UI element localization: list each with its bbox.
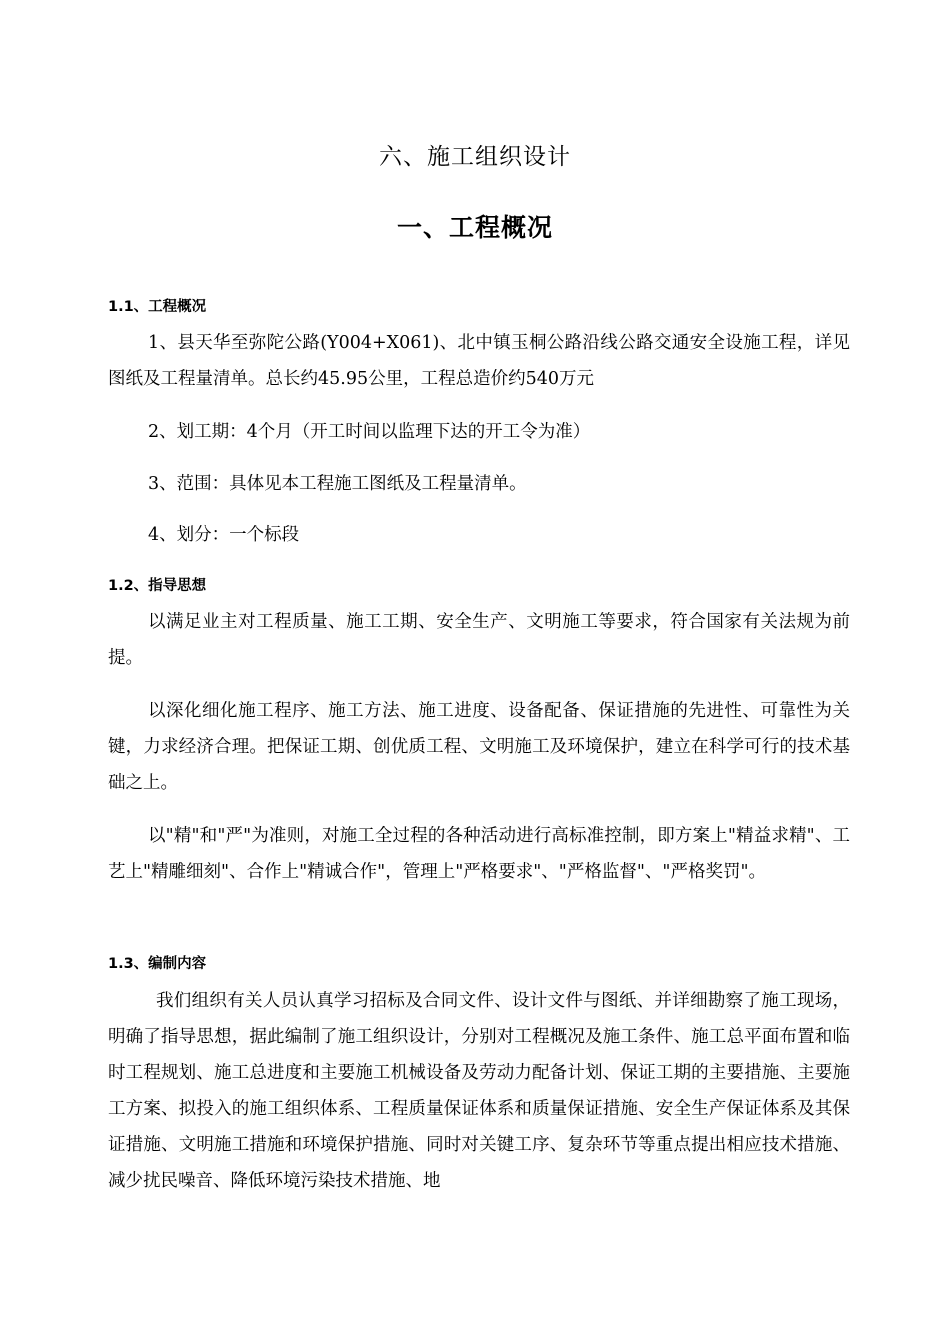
paragraph-compilation-content: 我们组织有关人员认真学习招标及合同文件、设计文件与图纸、并详细勘察了施工现场，明确了指导思想，据此编制了施工组织设计，分别对工程概况及施工条件、施工总平面布置和临时工程规划、施工总进度和主要施工机械设备及劳动力配备计划、保证工期的主要措施、主要施工方案、拟投入的施工组织体系、工程质量保证体系和质量保证措施、安全生产保证体系及其保证措施、文明施工措施和环境保护措施、同时对关键工序、复杂环节等重点提出相应技术措施、减少扰民噪音、降低环境污染技术措施、地 [108, 991, 850, 1191]
document-title: 六、施工组织设计 [379, 144, 571, 170]
paragraph-schedule: 2、划工期：4个月（开工时间以监理下达的开工令为准） [148, 422, 591, 442]
section-heading-1-1: 1.1、工程概况 [108, 299, 207, 315]
section-heading-1-2: 1.2、指导思想 [108, 578, 207, 594]
section-heading-1-3: 1.3、编制内容 [108, 956, 207, 972]
paragraph-guiding-principle-2: 以深化细化施工程序、施工方法、施工进度、设备配备、保证措施的先进性、可靠性为关键，力求经济合理。把保证工期、创优质工程、文明施工及环境保护，建立在科学可行的技术基础之上。 [108, 701, 850, 793]
paragraph-project-scope: 1、县天华至弥陀公路(Y004+X061)、北中镇玉桐公路沿线公路交通安全设施工程，详见图纸及工程量清单。总长约45.95公里，工程总造价约540万元 [108, 333, 850, 389]
chapter-title: 一、工程概况 [396, 213, 553, 242]
paragraph-division: 4、划分：一个标段 [148, 525, 300, 545]
paragraph-range: 3、范围：具体见本工程施工图纸及工程量清单。 [148, 474, 527, 494]
paragraph-guiding-principle-1: 以满足业主对工程质量、施工工期、安全生产、文明施工等要求，符合国家有关法规为前提。 [108, 612, 850, 668]
paragraph-guiding-principle-3: 以"精"和"严"为准则，对施工全过程的各种活动进行高标准控制，即方案上"精益求精"、工艺上"精雕细刻"、合作上"精诚合作"，管理上"严格要求"、"严格监督"、"严格奖罚"。 [108, 826, 850, 882]
